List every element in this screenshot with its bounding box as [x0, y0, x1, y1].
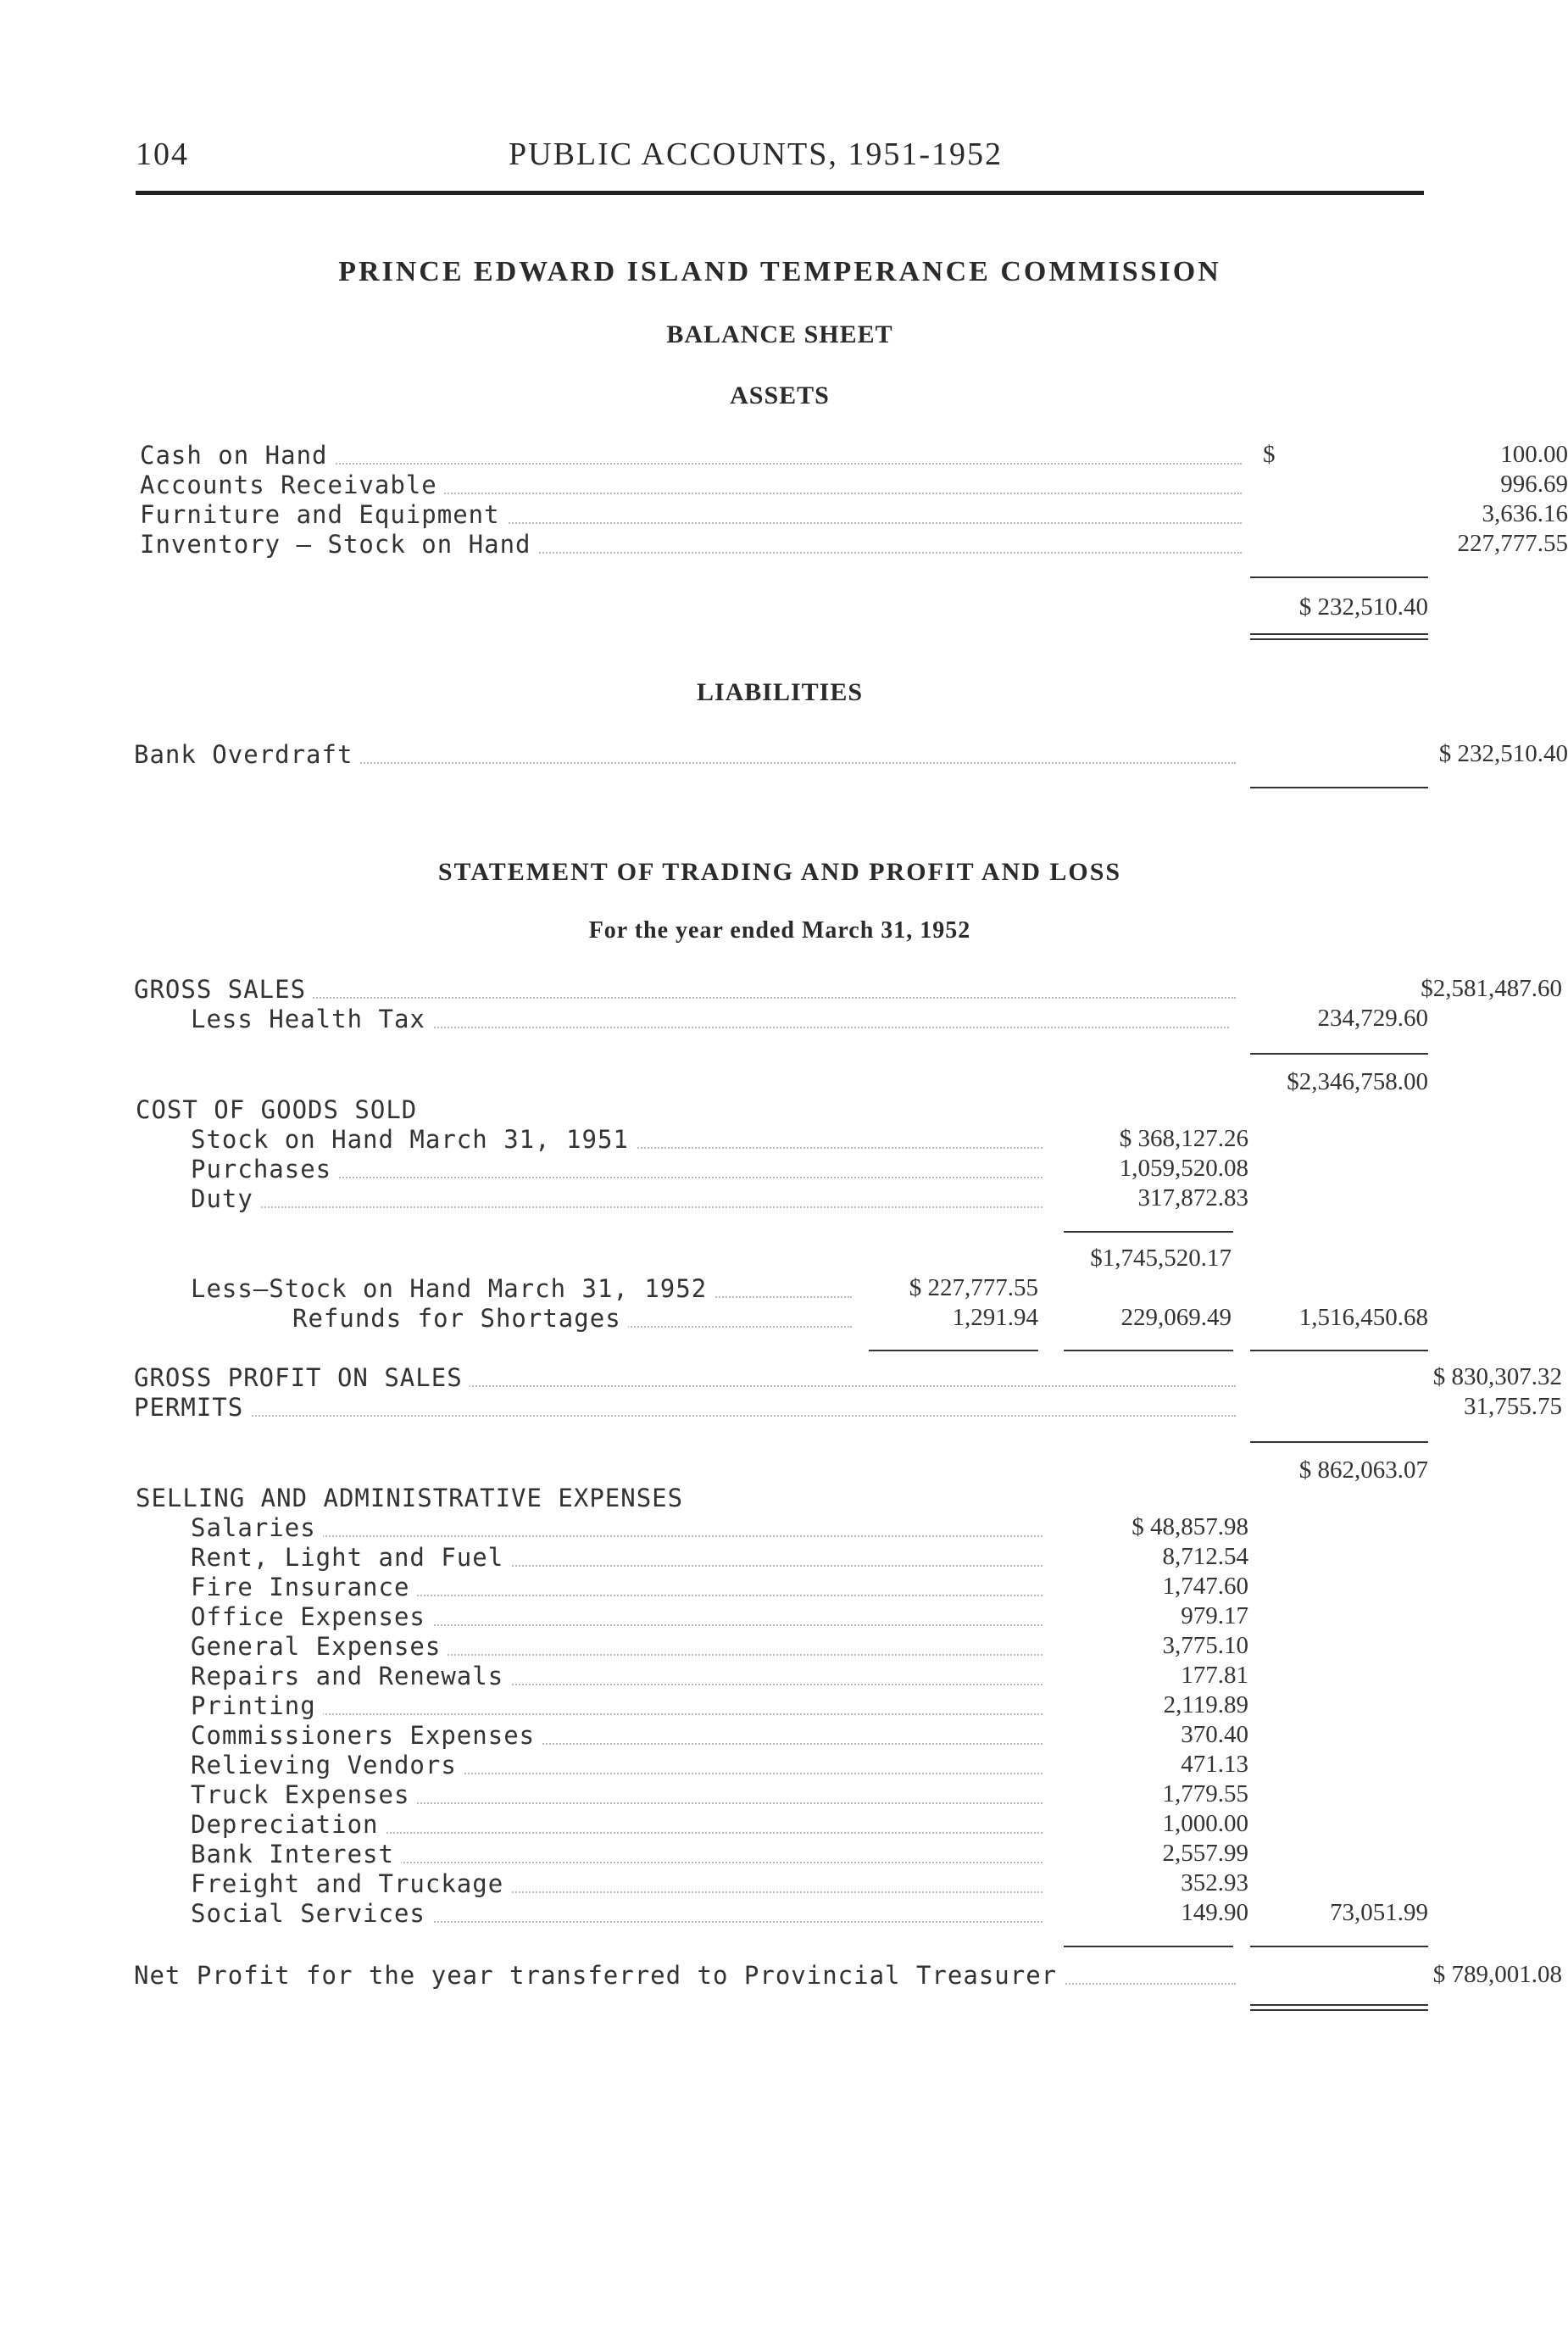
cogs-total: 1,516,450.68 [1298, 1304, 1428, 1331]
expenses-total-rule [1250, 1946, 1428, 1947]
cogs-row [191, 1184, 1248, 1213]
less-stock-label: Less—Stock on Hand March 31, 1952 [191, 1274, 714, 1303]
expense-row [191, 1513, 1248, 1542]
liability-value: $ 232,510.40 [1438, 740, 1568, 767]
refunds-label: Refunds for Shortages [292, 1304, 628, 1333]
cogs-label: Purchases [191, 1155, 338, 1183]
page-number: 104 [136, 136, 189, 172]
total-income: $ 862,063.07 [1298, 1456, 1428, 1484]
expenses-rule [1064, 1946, 1233, 1947]
cogs-row [191, 1125, 1248, 1154]
expense-label: Depreciation [191, 1810, 386, 1839]
asset-value: 3,636.16 [1482, 500, 1568, 527]
total-double-rule [1250, 633, 1428, 640]
gross-profit-label: GROSS PROFIT ON SALES [134, 1363, 470, 1392]
asset-value: 227,777.55 [1457, 530, 1568, 557]
expense-label: Commissioners Expenses [191, 1721, 542, 1750]
cogs-value: 317,872.83 [1137, 1184, 1248, 1211]
expense-value: 1,000.00 [1162, 1810, 1248, 1837]
expense-label: Relieving Vendors [191, 1751, 464, 1779]
liability-rule [1250, 787, 1428, 788]
cogs-label: Duty [191, 1184, 260, 1213]
liability-row [134, 740, 1568, 769]
health-tax-value: 234,729.60 [1317, 1005, 1428, 1032]
permits-row [134, 1393, 1562, 1422]
gross-sales-row [134, 975, 1562, 1004]
expense-label: Repairs and Renewals [191, 1662, 510, 1690]
expense-row [191, 1869, 1248, 1898]
less-rule [869, 1350, 1038, 1351]
net-profit-double-rule [1250, 2004, 1428, 2011]
expense-row [191, 1632, 1248, 1661]
statement-subtitle: For the year ended March 31, 1952 [588, 917, 971, 944]
liabilities-heading: LIABILITIES [696, 678, 864, 706]
expense-value: 352.93 [1181, 1869, 1248, 1896]
subtotal-rule [1250, 576, 1428, 578]
gross-profit-row [134, 1363, 1562, 1392]
gross-sales-value: $2,581,487.60 [1421, 975, 1562, 1002]
refunds-row [292, 1304, 1038, 1333]
statement-title: STATEMENT OF TRADING AND PROFIT AND LOSS [437, 858, 1122, 886]
asset-label: Furniture and Equipment [140, 500, 507, 529]
expense-row [191, 1810, 1248, 1839]
less-stock-value: $ 227,777.55 [909, 1274, 1038, 1301]
net-profit-row [134, 1961, 1562, 1990]
expense-row [191, 1899, 1248, 1928]
expense-label: Social Services [191, 1899, 432, 1928]
cogs-row [191, 1155, 1248, 1183]
cogs-rule [1064, 1231, 1233, 1233]
expense-value: 149.90 [1181, 1899, 1248, 1926]
expense-value: 2,119.89 [1163, 1691, 1248, 1718]
less-stock-row [191, 1274, 1038, 1303]
expense-value: $ 48,857.98 [1132, 1513, 1248, 1540]
commission-title: PRINCE EDWARD ISLAND TEMPERANCE COMMISSION [338, 256, 1221, 287]
cogs-value: $ 368,127.26 [1119, 1125, 1248, 1152]
asset-label: Cash on Hand [140, 441, 335, 470]
expense-label: Salaries [191, 1513, 323, 1542]
expenses-total: 73,051.99 [1330, 1899, 1428, 1926]
cogs-subtotal: $1,745,520.17 [1090, 1245, 1232, 1272]
expense-label: Truck Expenses [191, 1780, 416, 1809]
asset-row [140, 530, 1568, 559]
expense-row [191, 1840, 1248, 1868]
permits-label: PERMITS [134, 1393, 250, 1422]
asset-value: 996.69 [1500, 471, 1568, 498]
header-rule [136, 191, 1424, 195]
expense-value: 3,775.10 [1162, 1632, 1248, 1659]
assets-heading: ASSETS [730, 381, 830, 409]
running-header-title: PUBLIC ACCOUNTS, 1951-1952 [509, 136, 1003, 172]
expense-label: Freight and Truckage [191, 1869, 510, 1898]
cogs-value: 1,059,520.08 [1119, 1155, 1248, 1182]
net-sales-value: $2,346,758.00 [1287, 1068, 1428, 1095]
asset-value: 100.00 [1500, 441, 1568, 468]
expense-value: 979.17 [1181, 1602, 1248, 1629]
expense-label: Bank Interest [191, 1840, 401, 1868]
health-tax-row [191, 1005, 1428, 1033]
asset-row [140, 500, 1568, 529]
expense-label: Printing [191, 1691, 323, 1720]
expense-label: Fire Insurance [191, 1573, 416, 1601]
expense-label: Office Expenses [191, 1602, 432, 1631]
gross-profit-value: $ 830,307.32 [1432, 1363, 1562, 1390]
net-profit-value: $ 789,001.08 [1432, 1961, 1562, 1988]
expense-row [191, 1662, 1248, 1690]
cogs-total-rule [1250, 1350, 1428, 1351]
expense-value: 471.13 [1181, 1751, 1248, 1778]
expense-value: 2,557.99 [1162, 1840, 1248, 1867]
dollar-sign: $ [1263, 441, 1276, 468]
balance-sheet-title: BALANCE SHEET [666, 320, 893, 348]
expense-value: 8,712.54 [1162, 1543, 1248, 1570]
asset-label: Inventory — Stock on Hand [140, 530, 538, 559]
expense-row [191, 1691, 1248, 1720]
expense-row [191, 1780, 1248, 1809]
expense-row [191, 1602, 1248, 1631]
expense-value: 177.81 [1181, 1662, 1248, 1689]
less-total-rule [1064, 1350, 1233, 1351]
expense-value: 1,747.60 [1162, 1573, 1248, 1600]
cogs-label: Stock on Hand March 31, 1951 [191, 1125, 636, 1154]
expense-label: Rent, Light and Fuel [191, 1543, 510, 1572]
net-profit-label: Net Profit for the year transferred to Provincial Treasurer [134, 1961, 1064, 1990]
expenses-heading: SELLING AND ADMINISTRATIVE EXPENSES [136, 1484, 684, 1512]
asset-row [140, 441, 1568, 470]
expense-row [191, 1573, 1248, 1601]
cogs-heading: COST OF GOODS SOLD [136, 1095, 418, 1124]
sales-rule [1250, 1053, 1428, 1055]
income-rule [1250, 1441, 1428, 1443]
asset-row [140, 471, 1568, 499]
asset-label: Accounts Receivable [140, 471, 444, 499]
permits-value: 31,755.75 [1464, 1393, 1562, 1420]
expense-label: General Expenses [191, 1632, 448, 1661]
expense-row [191, 1751, 1248, 1779]
less-total: 229,069.49 [1120, 1304, 1232, 1331]
expense-row [191, 1543, 1248, 1572]
expense-value: 370.40 [1181, 1721, 1248, 1748]
refunds-value: 1,291.94 [952, 1304, 1038, 1331]
liability-label: Bank Overdraft [134, 740, 359, 769]
assets-total: $ 232,510.40 [1298, 593, 1428, 621]
health-tax-label: Less Health Tax [191, 1005, 432, 1033]
gross-sales-label: GROSS SALES [134, 975, 313, 1004]
expense-value: 1,779.55 [1162, 1780, 1248, 1807]
expense-row [191, 1721, 1248, 1750]
